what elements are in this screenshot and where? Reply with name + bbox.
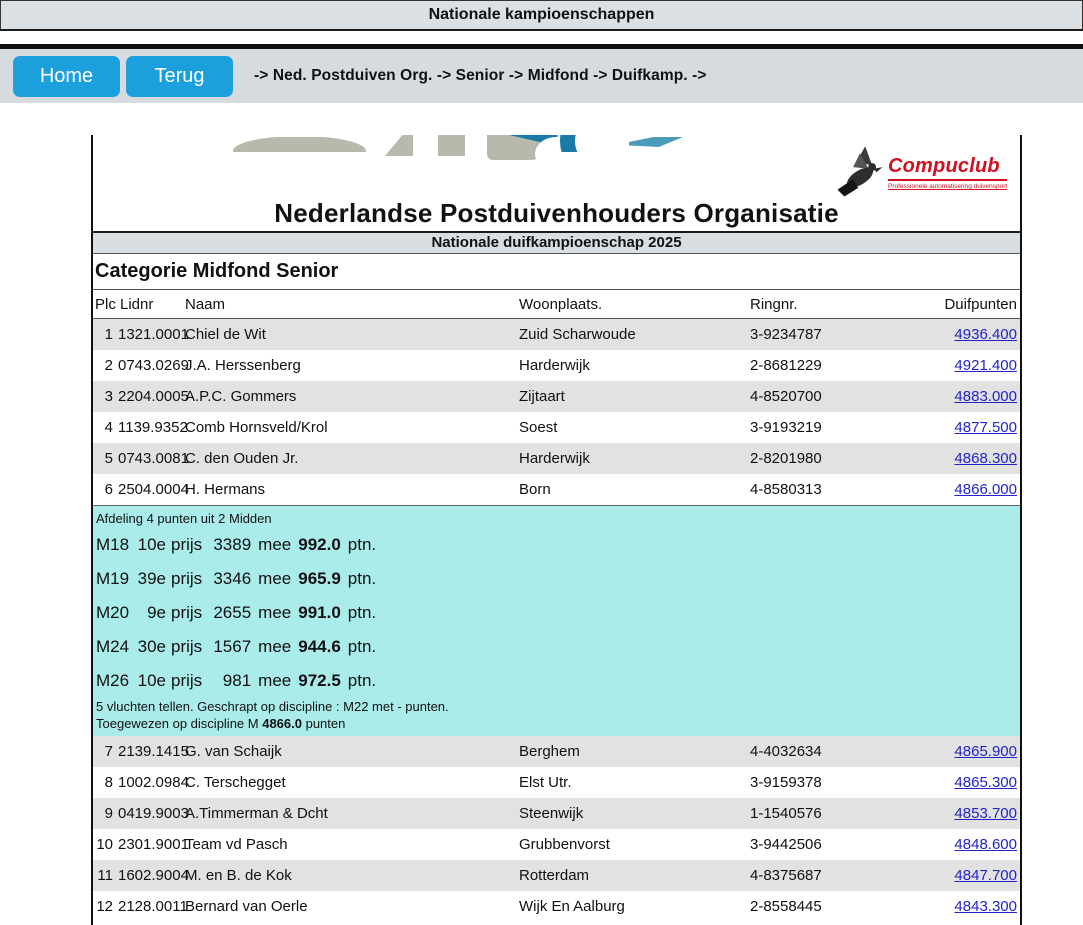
col-header-ringnr: Ringnr.: [750, 295, 798, 313]
flight-points-value: 944.6: [298, 637, 341, 656]
flight-prize-label: prijs: [171, 535, 203, 554]
cell-woonplaats: Rotterdam: [519, 867, 590, 884]
cell-ringnr: 4-8375687: [750, 867, 822, 884]
cell-naam: C. den Ouden Jr.: [185, 450, 299, 467]
flight-code: M26: [96, 671, 130, 690]
flight-points-label: ptn.: [347, 535, 377, 554]
table-header-row: [93, 290, 1020, 319]
cell-plc: 3: [104, 388, 113, 405]
cell-duifpunten: [930, 805, 1020, 822]
cell-duifpunten: [930, 419, 1020, 436]
assigned-points-value: 4866.0: [262, 716, 302, 731]
flight-points-label: ptn.: [347, 671, 377, 690]
cell-plc: 11: [97, 867, 113, 884]
cell-plc: 8: [104, 774, 113, 791]
duifpunten-link[interactable]: 4883.000: [954, 388, 1017, 405]
compuclub-logo: [834, 141, 1014, 205]
flight-prize-value: 9e: [147, 603, 166, 622]
cell-woonplaats: Soest: [519, 419, 558, 436]
flight-points-label: ptn.: [347, 603, 377, 622]
afdeling-line: Afdeling 4 punten uit 2 Midden: [96, 511, 272, 526]
flight-code: M19: [96, 569, 130, 588]
cell-lidnr: 0743.0269: [118, 357, 189, 374]
npo-logo-shape: [487, 135, 559, 160]
cell-duifpunten: [930, 836, 1020, 853]
cell-woonplaats: Grubbenvorst: [519, 836, 610, 853]
cell-naam: M. en B. de Kok: [185, 867, 292, 884]
cell-woonplaats: Berghem: [519, 743, 580, 760]
cell-woonplaats: Elst Utr.: [519, 774, 572, 791]
npo-logo-shape: [560, 135, 612, 152]
cell-ringnr: 4-8520700: [750, 388, 822, 405]
cell-plc: 12: [96, 898, 113, 915]
cell-lidnr: 1602.9004: [118, 867, 189, 884]
flight-prize-label: prijs: [171, 569, 203, 588]
npo-logo-shape: [385, 135, 413, 156]
duifpunten-link[interactable]: 4853.700: [954, 805, 1017, 822]
cell-lidnr: 1139.9352: [118, 419, 188, 436]
cell-naam: G. van Schaijk: [185, 743, 282, 760]
cell-ringnr: 4-8580313: [750, 481, 822, 498]
cell-duifpunten: [930, 388, 1020, 405]
duifpunten-link[interactable]: 4877.500: [954, 419, 1017, 436]
flight-prize-label: prijs: [171, 671, 203, 690]
flight-mee-label: mee: [258, 603, 292, 622]
flight-mee-value: 2655: [213, 603, 252, 622]
cell-lidnr: 2139.1415: [118, 743, 189, 760]
col-header-woonplaats: Woonplaats.: [519, 295, 603, 313]
cell-plc: 6: [104, 481, 113, 498]
table-row: [93, 736, 1020, 767]
compuclub-tagline: Professionele automatisering duivensport: [888, 183, 1008, 190]
cell-woonplaats: Harderwijk: [519, 450, 590, 467]
cell-lidnr: 1321.0001: [118, 326, 189, 343]
col-header-naam: Naam: [185, 295, 226, 313]
cell-naam: A.Timmerman & Dcht: [185, 805, 328, 822]
cell-duifpunten: [930, 481, 1020, 498]
table-row: [93, 798, 1020, 829]
flight-prize-label: prijs: [171, 637, 203, 656]
flight-mee-label: mee: [258, 637, 292, 656]
cell-plc: 4: [104, 419, 113, 436]
duifpunten-link[interactable]: 4868.300: [954, 450, 1017, 467]
cell-ringnr: 1-1540576: [750, 805, 822, 822]
cell-naam: C. Terschegget: [185, 774, 286, 791]
duifpunten-link[interactable]: 4847.700: [954, 867, 1017, 884]
cell-woonplaats: Wijk En Aalburg: [519, 898, 625, 915]
flight-prize-value: 10e: [137, 535, 166, 554]
flight-code: M20: [96, 603, 130, 622]
duifpunten-link[interactable]: 4936.400: [954, 326, 1017, 343]
cell-plc: 10: [96, 836, 113, 853]
cell-ringnr: 2-8558445: [750, 898, 822, 915]
cell-plc: 9: [104, 805, 113, 822]
flight-prize-value: 30e: [137, 637, 166, 656]
cell-naam: Bernard van Oerle: [185, 898, 308, 915]
cell-naam: Comb Hornsveld/Krol: [185, 419, 328, 436]
header-logo-area: [93, 135, 1020, 231]
table-row: [93, 767, 1020, 798]
duifpunten-link[interactable]: 4848.600: [954, 836, 1017, 853]
nav-bar: [0, 49, 1083, 103]
cell-ringnr: 3-9234787: [750, 326, 822, 343]
flight-result-row: [96, 528, 1020, 562]
organisation-title: Nederlandse Postduivenhouders Organisatie: [274, 198, 839, 228]
main-content: [91, 135, 1022, 925]
flight-mee-value: 981: [222, 671, 252, 690]
cell-ringnr: 3-9159378: [750, 774, 822, 791]
cell-duifpunten: [930, 450, 1020, 467]
flight-result-row: [96, 562, 1020, 596]
footnote-toegewezen: Toegewezen op discipline M 4866.0 punten: [96, 716, 346, 731]
cell-ringnr: 3-9442506: [750, 836, 822, 853]
table-row: [93, 350, 1020, 381]
duifpunten-link[interactable]: 4865.900: [954, 743, 1017, 760]
flight-result-row: [96, 664, 1020, 698]
cell-lidnr: 2504.0004: [118, 481, 189, 498]
flight-mee-value: 3389: [213, 535, 252, 554]
home-button[interactable]: Home: [13, 56, 120, 97]
flight-mee-label: mee: [258, 569, 292, 588]
cell-woonplaats: Zuid Scharwoude: [519, 326, 636, 343]
cell-naam: H. Hermans: [185, 481, 266, 498]
table-row: [93, 829, 1020, 860]
cell-duifpunten: [930, 774, 1020, 791]
flight-points-value: 991.0: [298, 603, 341, 622]
app-title-bar: [0, 0, 1083, 31]
cell-woonplaats: Steenwijk: [519, 805, 584, 822]
table-row: [93, 474, 1020, 505]
cell-lidnr: 0743.0081: [118, 450, 189, 467]
breadcrumb: -> Ned. Postduiven Org. -> Senior -> Midfond -> Duifkamp. ->: [254, 67, 707, 84]
compuclub-wordmark: Compuclub: [888, 155, 1007, 181]
table-row: [93, 381, 1020, 412]
table-row: [93, 319, 1020, 350]
cell-lidnr: 2128.0011: [118, 898, 188, 915]
cell-ringnr: 3-9193219: [750, 419, 822, 436]
cell-plc: 5: [104, 450, 113, 467]
flight-result-row: [96, 596, 1020, 630]
flight-mee-value: 1567: [213, 637, 252, 656]
cell-plc: 1: [104, 326, 113, 343]
cell-lidnr: 0419.9003: [118, 805, 189, 822]
flight-code: M24: [96, 637, 130, 656]
npo-logo-shape: [438, 135, 465, 156]
npo-logo-shape: [233, 137, 366, 152]
table-row: [93, 891, 1020, 922]
flight-points-value: 972.5: [298, 671, 341, 690]
col-header-duifpunten: Duifpunten: [944, 295, 1017, 313]
back-button[interactable]: Terug: [126, 56, 233, 97]
duifpunten-link[interactable]: 4866.000: [954, 481, 1017, 498]
flight-points-label: ptn.: [347, 637, 377, 656]
cell-woonplaats: Harderwijk: [519, 357, 590, 374]
flight-results: [96, 528, 1020, 698]
afdeling-detail-block: [93, 505, 1020, 736]
footnote-vluchten: 5 vluchten tellen. Geschrapt op discipline : M22 met - punten.: [96, 699, 449, 714]
duifpunten-link[interactable]: 4843.300: [954, 898, 1017, 915]
table-rows-bottom: [93, 736, 1020, 922]
cell-naam: J.A. Herssenberg: [185, 357, 301, 374]
page-title: Nationale kampioenschappen: [428, 6, 655, 23]
cell-lidnr: 2204.0005: [118, 388, 189, 405]
flight-prize-value: 39e: [137, 569, 166, 588]
flight-mee-value: 3346: [213, 569, 252, 588]
cell-plc: 2: [104, 357, 113, 374]
flight-result-row: [96, 630, 1020, 664]
flight-points-value: 992.0: [298, 535, 341, 554]
flight-mee-label: mee: [258, 671, 292, 690]
cell-duifpunten: [930, 743, 1020, 760]
cell-ringnr: 2-8681229: [750, 357, 822, 374]
flight-prize-label: prijs: [171, 603, 203, 622]
pigeon-icon: [834, 143, 886, 205]
cell-duifpunten: [930, 867, 1020, 884]
col-header-plc-lidnr: Plc Lidnr: [95, 295, 154, 313]
cell-naam: Team vd Pasch: [185, 836, 288, 853]
table-row: [93, 443, 1020, 474]
table-row: [93, 860, 1020, 891]
cell-ringnr: 4-4032634: [750, 743, 822, 760]
flight-points-value: 965.9: [298, 569, 341, 588]
cell-woonplaats: Zijtaart: [519, 388, 565, 405]
cell-duifpunten: [930, 326, 1020, 343]
championship-subtitle-bar: Nationale duifkampioenschap 2025: [93, 231, 1020, 254]
duifpunten-link[interactable]: 4865.300: [954, 774, 1017, 791]
cell-duifpunten: [930, 898, 1020, 915]
cell-ringnr: 2-8201980: [750, 450, 822, 467]
cell-woonplaats: Born: [519, 481, 551, 498]
cell-duifpunten: [930, 357, 1020, 374]
npo-logo-shape: [629, 137, 683, 147]
table-row: [93, 412, 1020, 443]
cell-naam: Chiel de Wit: [185, 326, 266, 343]
duifpunten-link[interactable]: 4921.400: [954, 357, 1017, 374]
cell-lidnr: 1002.0984: [118, 774, 189, 791]
flight-mee-label: mee: [258, 535, 292, 554]
cell-plc: 7: [104, 743, 113, 760]
flight-code: M18: [96, 535, 130, 554]
table-rows-top: [93, 319, 1020, 505]
flight-points-label: ptn.: [347, 569, 377, 588]
flight-prize-value: 10e: [137, 671, 166, 690]
cell-naam: A.P.C. Gommers: [185, 388, 297, 405]
category-heading: Categorie Midfond Senior: [93, 254, 1020, 290]
cell-lidnr: 2301.9001: [118, 836, 189, 853]
